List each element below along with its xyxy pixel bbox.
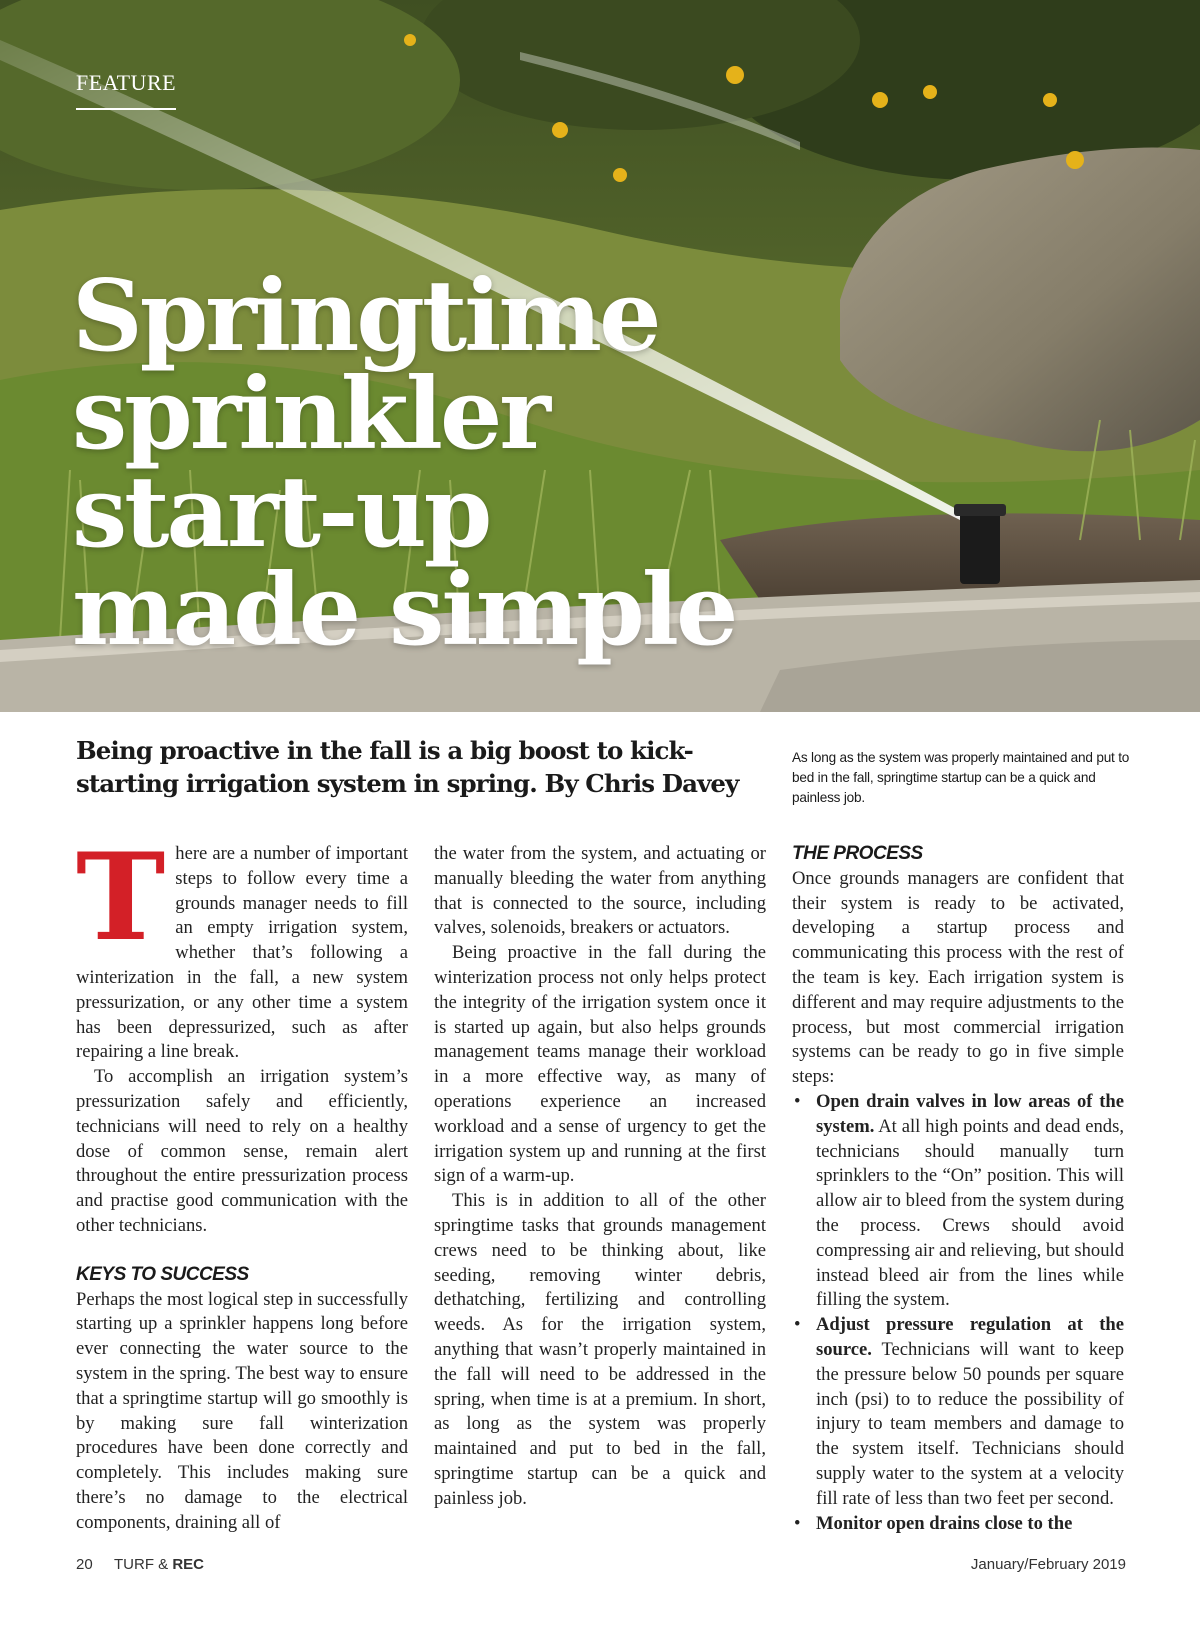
drop-cap: T — [76, 827, 166, 968]
list-item — [792, 1313, 1124, 1511]
process-steps-list — [792, 1090, 1124, 1536]
subhead-the-process: THE PROCESS — [792, 843, 923, 864]
issue-date: January/February 2019 — [970, 1556, 1126, 1573]
article-column-1 — [76, 827, 408, 1536]
intro-paragraph — [76, 827, 408, 1065]
photo-caption: As long as the system was properly maintained and put to bed in the fall, springtime startup can be a quick and painless job. — [792, 750, 1130, 805]
step-text: At all high points and dead ends, technicians should manually turn sprinklers to the “On” position. This will allow air to bleed from the system during the process. Crews should avoid compressing air and relieving, but should instead bleed air from the lines while filling the system. — [816, 1115, 1124, 1311]
list-item — [792, 1512, 1124, 1537]
step-text: Technicians will want to keep the pressure below 50 pounds per square inch (psi) to to reduce the possibility of injury to team members and damage to the system itself. Technicians should supply water to the system at a velocity fill rate of less than two feet per second. — [816, 1338, 1124, 1509]
section-kicker: FEATURE — [76, 70, 177, 95]
paragraph-2: To accomplish an irrigation system’s pressurization safely and efficiently, technicians will need to rely on a healthy dose of common sense, remain alert throughout the entire pressurization process and practise good communication with the other technicians. — [76, 1066, 408, 1236]
spacer — [76, 1239, 408, 1263]
kicker-rule — [76, 108, 176, 110]
byline: By Chris Davey — [544, 769, 739, 798]
paragraph-6: Once grounds managers are confident that their system is ready to be activated, developing a startup process and communicating this process with the rest of the team is key. Each irrigation system is different and may require adjustments to the process, but most commercial irrigation systems can be ready to go in five simple steps: — [792, 867, 1124, 1088]
paragraph-3-continued: the water from the system, and actuating or manually bleeding the water from anything that is connected to the source, including valves, solenoids, breakers or actuators. — [434, 843, 766, 939]
article-headline — [72, 259, 832, 668]
page-number: 20 — [76, 1556, 93, 1573]
page-footer — [76, 1556, 1126, 1580]
headline-line-4: made simple — [72, 553, 736, 668]
publication-name-b: REC — [172, 1556, 205, 1573]
intro-text: here are a number of important steps to follow every time a grounds manager needs to fill an empty irrigation system, whether that’s following a winterization in the fall, a new system pressurization, or any other time a system has been depressurized, such as after repairing a line break. — [76, 843, 408, 1063]
list-item — [792, 1090, 1124, 1313]
paragraph-4: Being proactive in the fall during the winterization process not only helps protect the integrity of the irrigation system once it is started up again, but also helps grounds management teams manage their workload in a more effective way, as many of operations experience an increased workload and a sense of urgency to get the irrigation system up and running at the first sign of a warm-up. — [434, 942, 766, 1187]
paragraph-5: This is in addition to all of the other springtime tasks that grounds management crews need to be thinking about, like seeding, removing winter debris, dethatching, fertilizing and controlling weeds. As for the irrigation system, anything that wasn’t properly maintained in the fall will need to be addressed in the spring, when time is at a premium. In short, as long as the system was properly maintained and put to bed in the fall, springtime startup can be a quick and painless job. — [434, 1190, 766, 1509]
publication-name-a: TURF & — [114, 1556, 173, 1573]
article-column-3 — [792, 842, 1124, 1536]
step-lead: Open drain valves in low areas of the system. — [816, 1090, 1124, 1137]
paragraph-3: Perhaps the most logical step in successfully starting up a sprinkler happens long before ever connecting the water source to the system in the spring. The best way to ensure that a springtime startup will go smoothly is by making sure fall winterization procedures have been done correctly and completely. This includes making sure there’s no damage to the electrical components, draining all of — [76, 1288, 408, 1533]
publication-name — [114, 1556, 204, 1573]
headline-line-3: start-up — [72, 455, 490, 570]
article-column-2 — [434, 842, 766, 1512]
step-lead: Adjust pressure regulation at the source. — [816, 1314, 1124, 1360]
headline-line-1: Springtime — [72, 259, 659, 374]
step-lead: Monitor open drains close to the — [816, 1512, 1073, 1534]
deck-text: Being proactive in the fall is a big boost to kick-starting irrigation system in spring. — [76, 736, 693, 798]
hero-photo — [0, 0, 1200, 712]
article-deck — [76, 734, 766, 800]
headline-line-2: sprinkler — [72, 357, 548, 472]
subhead-keys-to-success: KEYS TO SUCCESS — [76, 1263, 249, 1285]
